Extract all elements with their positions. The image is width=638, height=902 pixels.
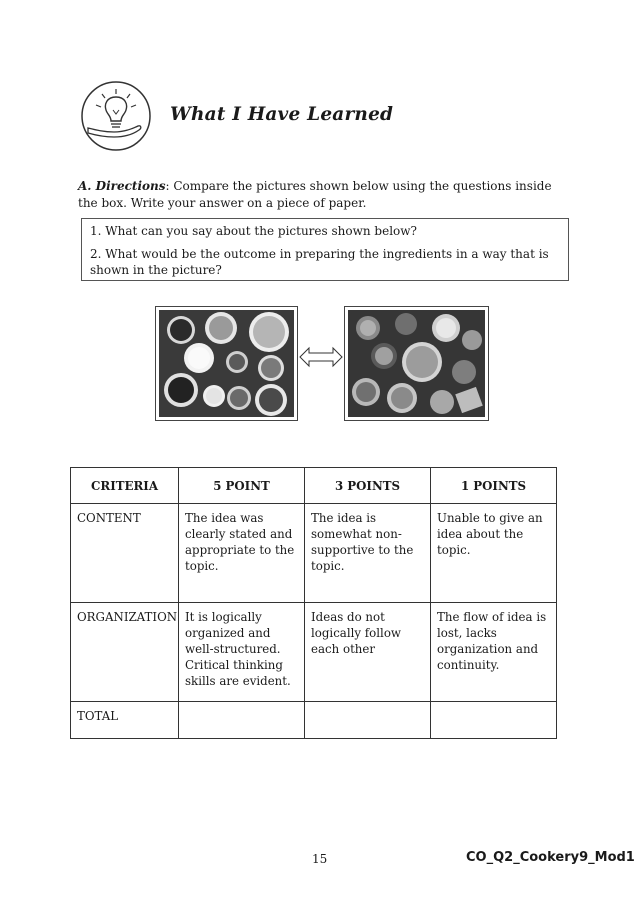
table-row [71, 603, 557, 702]
directions-lead: A. Directions [78, 179, 166, 193]
table-row [71, 702, 557, 739]
question-1: 1. What can you say about the pictures shown below? [90, 224, 417, 238]
criteria-cell: TOTAL [71, 702, 179, 739]
rubric-cell: Ideas do not logically follow each other [305, 603, 431, 702]
criteria-cell: ORGANIZATION [71, 603, 179, 702]
rubric-cell: The idea is somewhat non-supportive to the topic. [305, 504, 431, 603]
question-2: 2. What would be the outcome in preparing the ingredients in a way that is shown in the picture? [90, 247, 549, 277]
rubric-cell [179, 702, 305, 739]
ingredients-in-bowls-photo [155, 306, 298, 421]
header-1-points: 1 POINTS [431, 468, 557, 504]
double-arrow-icon [299, 346, 343, 368]
page-number: 15 [312, 852, 328, 866]
module-code: CO_Q2_Cookery9_Mod1 [466, 850, 635, 865]
rubric-cell: It is logically organized and well-structured. Critical thinking skills are evident. [179, 603, 305, 702]
questions-box [81, 218, 569, 281]
rubric-cell [305, 702, 431, 739]
rubric-cell: The idea was clearly stated and appropriate to the topic. [179, 504, 305, 603]
cooked-dishes-photo [344, 306, 489, 421]
header-3-points: 3 POINTS [305, 468, 431, 504]
rubric-cell: Unable to give an idea about the topic. [431, 504, 557, 603]
criteria-cell: CONTENT [71, 504, 179, 603]
header-5-point: 5 POINT [179, 468, 305, 504]
header-criteria: CRITERIA [71, 468, 179, 504]
directions-body: : Compare the pictures shown below using the questions inside the box. Write your answer on a piece of paper. [78, 179, 552, 210]
table-row [71, 504, 557, 603]
rubric-cell: The flow of idea is lost, lacks organization and continuity. [431, 603, 557, 702]
rubric-cell [431, 702, 557, 739]
directions-text [78, 178, 558, 212]
rubric-table [70, 467, 557, 739]
section-title: What I Have Learned [170, 104, 394, 125]
rubric-header-row [71, 468, 557, 504]
lightbulb-hand-icon [80, 80, 152, 152]
